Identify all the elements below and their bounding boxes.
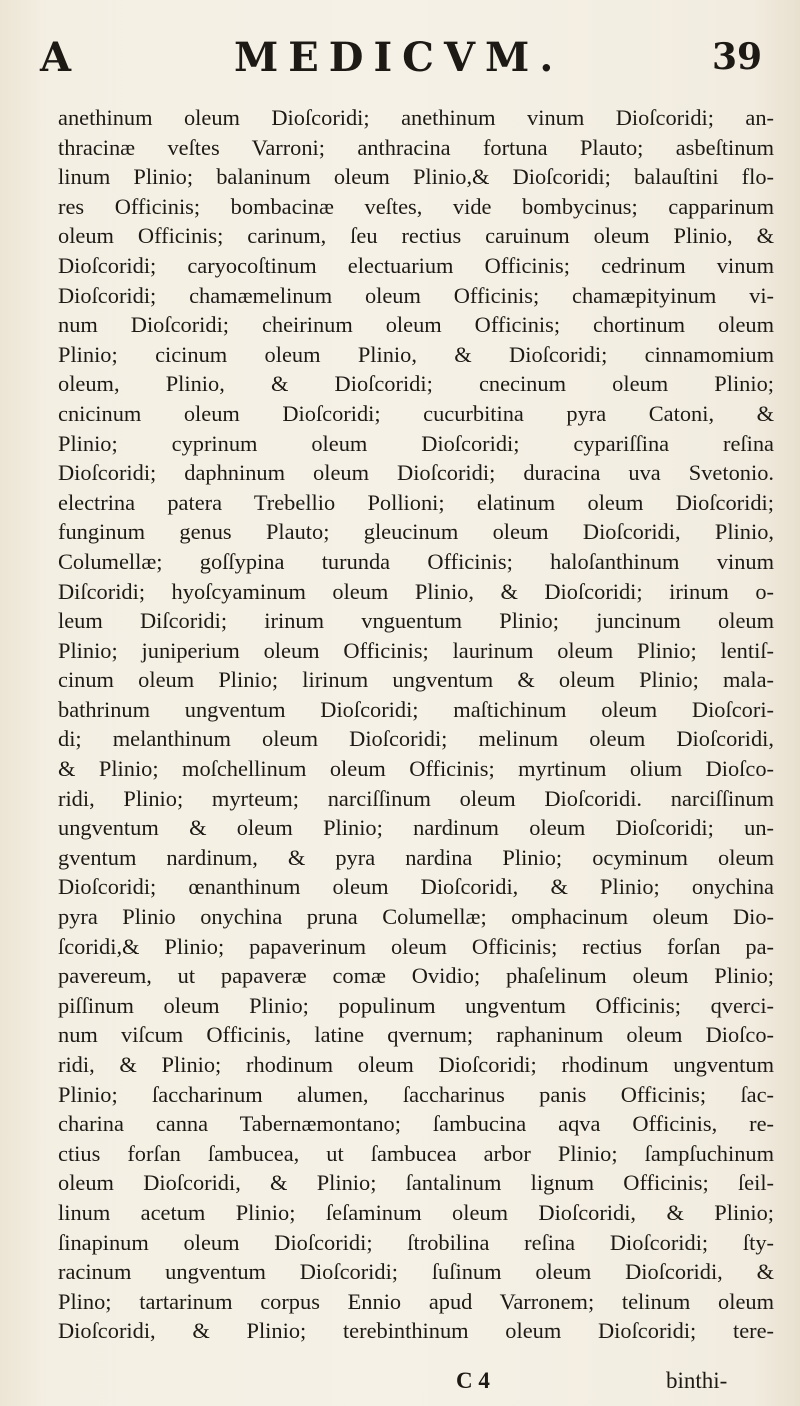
text-line: Dioſcoridi; œnanthinum oleum Dioſcoridi, & Plinio; onychina	[58, 874, 774, 900]
text-line: Dioſcoridi; caryocoſtinum electuarium Officinis; cedrinum vinum	[58, 252, 774, 278]
header-section-letter: A	[40, 34, 74, 81]
text-line: cinum oleum Plinio; lirinum ungventum & oleum Plinio; mala-	[58, 667, 774, 693]
catchword: binthi-	[666, 1368, 728, 1393]
running-header	[0, 34, 800, 94]
text-line: linum acetum Plinio; ſeſaminum oleum Dioſcoridi, & Plinio;	[58, 1199, 774, 1225]
text-line: piſſinum oleum Plinio; populinum ungventum Officinis; qverci-	[58, 992, 774, 1018]
text-line: ungventum & oleum Plinio; nardinum oleum Dioſcoridi; un-	[58, 815, 774, 841]
text-line: cnicinum oleum Dioſcoridi; cucurbitina pyra Catoni, &	[58, 400, 774, 426]
text-line: linum Plinio; balaninum oleum Plinio,& Dioſcoridi; balauſtini flo-	[58, 164, 774, 190]
text-line: Dioſcoridi, & Plinio; terebinthinum oleum Dioſcoridi; tere-	[58, 1318, 774, 1344]
text-line: Plinio; ſaccharinum alumen, ſaccharinus panis Officinis; ſac-	[58, 1081, 774, 1107]
text-line: pavereum, ut papaveræ comæ Ovidio; phaſelinum oleum Plinio;	[58, 963, 774, 989]
text-line: oleum Dioſcoridi, & Plinio; ſantalinum lignum Officinis; ſeil-	[58, 1170, 774, 1196]
text-line: Diſcoridi; hyoſcyaminum oleum Plinio, & Dioſcoridi; irinum o-	[58, 578, 774, 604]
text-line: charina canna Tabernæmontano; ſambucina aqva Officinis, re-	[58, 1111, 774, 1137]
text-line: funginum genus Plauto; gleucinum oleum Dioſcoridi, Plinio,	[58, 519, 774, 545]
text-line: pyra Plinio onychina pruna Columellæ; omphacinum oleum Dio-	[58, 904, 774, 930]
text-line: gventum nardinum, & pyra nardina Plinio; ocyminum oleum	[58, 844, 774, 870]
text-line: & Plinio; moſchellinum oleum Officinis; myrtinum olium Dioſco-	[58, 756, 774, 782]
text-line: Dioſcoridi; chamæmelinum oleum Officinis; chamæpityinum vi-	[58, 282, 774, 308]
text-line: racinum ungventum Dioſcoridi; ſuſinum oleum Dioſcoridi, &	[58, 1259, 774, 1285]
text-line: thracinæ veſtes Varroni; anthracina fortuna Plauto; asbeſtinum	[58, 134, 774, 160]
text-line: anethinum oleum Dioſcoridi; anethinum vinum Dioſcoridi; an-	[58, 105, 774, 130]
text-line: num viſcum Officinis, latine qvernum; raphaninum oleum Dioſco-	[58, 1022, 774, 1048]
text-line: Plino; tartarinum corpus Ennio apud Varronem; telinum oleum	[58, 1288, 774, 1314]
body-text	[58, 103, 774, 1346]
signature-mark: C 4	[456, 1368, 490, 1393]
text-line: Plinio; juniperium oleum Officinis; laurinum oleum Plinio; lentiſ-	[58, 637, 774, 663]
page-number: 39	[712, 36, 763, 78]
text-line: di; melanthinum oleum Dioſcoridi; melinum oleum Dioſcoridi,	[58, 726, 774, 752]
text-line: ſinapinum oleum Dioſcoridi; ſtrobilina reſina Dioſcoridi; ſty-	[58, 1229, 774, 1255]
text-line: oleum, Plinio, & Dioſcoridi; cnecinum oleum Plinio;	[58, 371, 774, 397]
text-line: oleum Officinis; carinum, ſeu rectius caruinum oleum Plinio, &	[58, 223, 774, 249]
text-line: electrina patera Trebellio Pollioni; elatinum oleum Dioſcoridi;	[58, 489, 774, 515]
text-line: Dioſcoridi; daphninum oleum Dioſcoridi; duracina uva Svetonio.	[58, 460, 774, 486]
text-line: ridi, & Plinio; rhodinum oleum Dioſcoridi; rhodinum ungventum	[58, 1052, 774, 1077]
text-line: bathrinum ungventum Dioſcoridi; maſtichinum oleum Dioſcori-	[58, 696, 774, 722]
text-line: num Dioſcoridi; cheirinum oleum Officinis; chortinum oleum	[58, 312, 774, 338]
page-footer	[0, 1368, 800, 1400]
text-line: Plinio; cyprinum oleum Dioſcoridi; cypariſſina reſina	[58, 430, 774, 456]
text-line: leum Diſcoridi; irinum vnguentum Plinio; juncinum oleum	[58, 608, 774, 634]
text-line: ſcoridi,& Plinio; papaverinum oleum Officinis; rectius forſan pa-	[58, 933, 774, 959]
text-line: ctius forſan ſambucea, ut ſambucea arbor Plinio; ſampſuchinum	[58, 1140, 774, 1166]
header-title: MEDICVM.	[234, 34, 564, 81]
text-line: Columellæ; goſſypina turunda Officinis; haloſanthinum vinum	[58, 548, 774, 574]
text-line: res Officinis; bombacinæ veſtes, vide bombycinus; capparinum	[58, 193, 774, 219]
text-line: ridi, Plinio; myrteum; narciſſinum oleum Dioſcoridi. narciſſinum	[58, 785, 774, 811]
text-line: Plinio; cicinum oleum Plinio, & Dioſcoridi; cinnamomium	[58, 341, 774, 367]
